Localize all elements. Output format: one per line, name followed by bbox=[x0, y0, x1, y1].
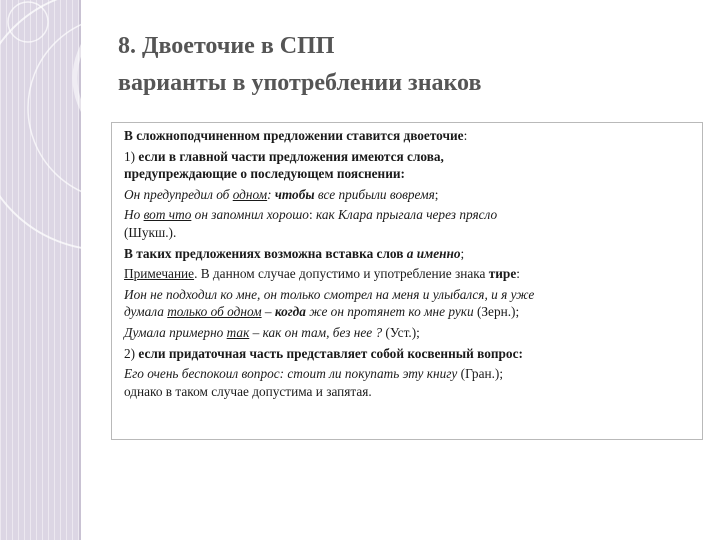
deco-circle-small bbox=[8, 2, 48, 42]
rule-statement bbox=[124, 127, 694, 145]
remark-text: . В данном случае допустимо и употребление знака bbox=[194, 266, 489, 282]
slide-title bbox=[118, 28, 481, 102]
example-2 bbox=[124, 206, 694, 241]
case-1 bbox=[124, 148, 694, 183]
insertion-text: В таких предложениях возможна вставка слов bbox=[124, 245, 407, 261]
example-5 bbox=[124, 365, 694, 400]
example-4-b: он там, без нее ? bbox=[281, 324, 383, 340]
title-line-1: 8. Двоеточие в СПП bbox=[118, 33, 335, 59]
example-4-conj: как bbox=[262, 324, 282, 340]
insertion-note bbox=[124, 245, 694, 263]
title-line-2: варианты в употреблении знаков bbox=[118, 70, 482, 96]
example-1-colon: : bbox=[267, 186, 275, 202]
example-1-b: все прибыли вовремя bbox=[314, 186, 435, 202]
insertion-words: а именно bbox=[406, 245, 461, 261]
insertion-end: ; bbox=[460, 245, 465, 261]
example-3-line1: Ион не подходил ко мне, он только смотрел на меня и улыбался, и я уже bbox=[124, 286, 535, 302]
case-2-number: 2) bbox=[124, 345, 139, 361]
remark-label: Примечание bbox=[124, 266, 195, 282]
example-2-keyword: вот что bbox=[143, 207, 192, 223]
example-3-dash: – bbox=[261, 304, 275, 320]
example-5-note: однако в таком случае допустима и запятая. bbox=[124, 383, 372, 399]
remark-dash-word: тире bbox=[488, 266, 517, 282]
example-2-colon: : bbox=[308, 207, 316, 223]
example-1 bbox=[124, 186, 694, 204]
example-1-end: ; bbox=[434, 186, 439, 202]
example-2-c: Клара прыгала через прясло bbox=[334, 207, 498, 223]
example-2-source: (Шукш.). bbox=[124, 224, 177, 240]
example-3-b: же он протянет ко мне руки bbox=[305, 304, 474, 320]
example-4-source: (Уст.); bbox=[382, 324, 420, 340]
example-3-a: думала bbox=[124, 304, 168, 320]
example-1-a: Он предупредил об bbox=[124, 186, 233, 202]
content-box bbox=[111, 122, 703, 440]
example-4-a: Думала примерно bbox=[124, 324, 227, 340]
example-2-a: Но bbox=[124, 207, 144, 223]
example-1-keyword: одном bbox=[232, 186, 268, 202]
case-2-text: если придаточная часть представляет собой косвенный вопрос: bbox=[138, 345, 523, 361]
rule-text: В сложноподчиненном предложении ставится двоеточие bbox=[124, 128, 464, 143]
example-4-keyword: так bbox=[226, 324, 250, 340]
example-2-b: он запомнил хорошо bbox=[191, 207, 309, 223]
example-3-conj: когда bbox=[274, 304, 306, 320]
example-5-a: Его очень беспокоил вопрос: стоит ли покупать эту книгу bbox=[124, 366, 458, 382]
example-4 bbox=[124, 324, 694, 342]
case-1-number: 1) bbox=[124, 148, 139, 164]
example-3-keyword: только об одном bbox=[167, 304, 262, 320]
example-3-source: (Зерн.); bbox=[473, 304, 520, 320]
example-4-dash: – bbox=[249, 324, 263, 340]
example-1-conj: чтобы bbox=[274, 186, 315, 202]
case-1-text-cont: предупреждающие о последующем пояснении: bbox=[124, 166, 405, 182]
example-3 bbox=[124, 286, 694, 321]
example-2-conj: как bbox=[315, 207, 335, 223]
example-5-source: (Гран.); bbox=[457, 366, 504, 382]
case-1-text: если в главной части предложения имеются слова, bbox=[138, 148, 444, 164]
remark bbox=[124, 265, 694, 283]
rule-colon: : bbox=[463, 128, 468, 143]
remark-colon: : bbox=[516, 266, 520, 282]
case-2 bbox=[124, 345, 694, 363]
